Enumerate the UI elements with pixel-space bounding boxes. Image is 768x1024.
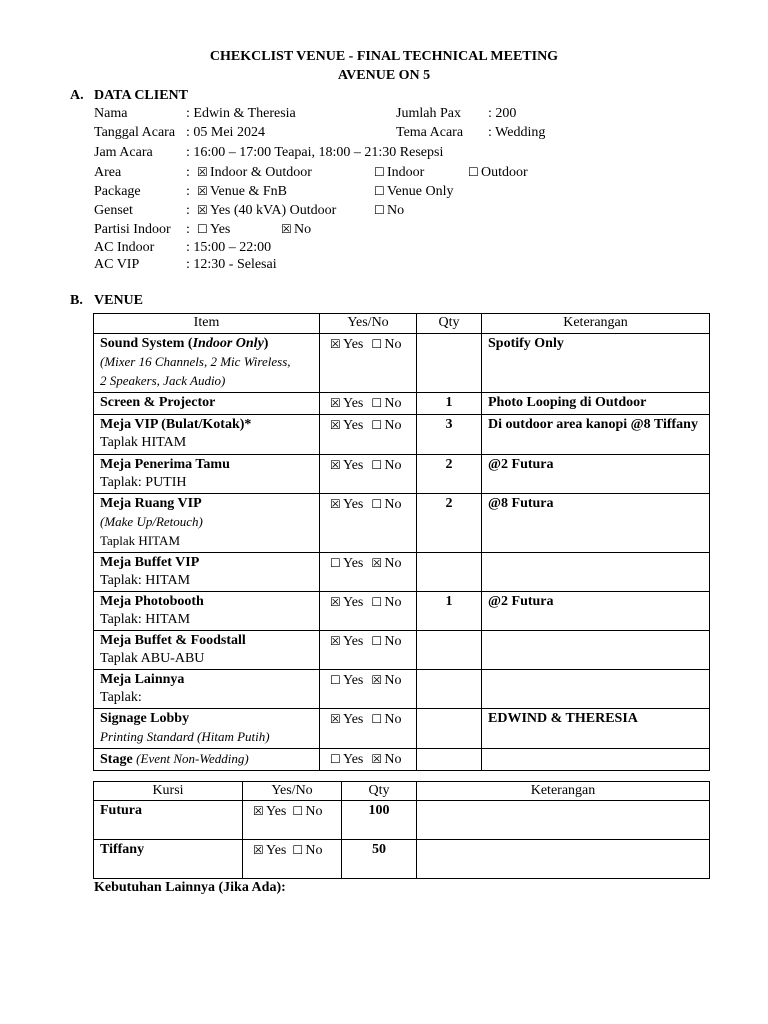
item-cell: Meja Penerima Tamu Taplak: PUTIH: [94, 455, 320, 494]
partisi-option-no[interactable]: ☒ No: [281, 222, 312, 237]
header-item: Item: [94, 314, 320, 334]
checkbox-checked-icon[interactable]: ☒: [371, 673, 383, 687]
checkbox-empty-icon[interactable]: ☐: [468, 165, 479, 179]
item-cell: Stage (Event Non-Wedding): [94, 749, 320, 771]
qty-cell: [417, 553, 482, 592]
header-keterangan: Keterangan: [417, 782, 710, 801]
section-a-number: A.: [70, 88, 84, 103]
keterangan-cell: [482, 553, 710, 592]
table-row: [94, 749, 710, 771]
venue-table: [93, 313, 710, 771]
section-b-title: VENUE: [94, 293, 144, 308]
checkbox-checked-icon[interactable]: ☒: [281, 222, 292, 236]
checkbox-checked-icon[interactable]: ☒: [330, 497, 341, 511]
keterangan-cell: [482, 631, 710, 670]
checkbox-empty-icon[interactable]: ☐: [371, 458, 383, 472]
section-b-number: B.: [70, 293, 83, 308]
checkbox-empty-icon[interactable]: ☐: [330, 752, 341, 766]
table-row: [94, 840, 710, 879]
nama-value: : Edwin & Theresia: [186, 106, 296, 121]
checkbox-empty-icon[interactable]: ☐: [371, 418, 383, 432]
checkbox-empty-icon[interactable]: ☐: [330, 673, 341, 687]
table-row: [94, 415, 710, 455]
keterangan-cell: [482, 670, 710, 709]
kursi-name-cell: Tiffany: [94, 840, 243, 879]
qty-cell: 100: [342, 801, 417, 840]
package-option-venue-fnb[interactable]: ☒ Venue & FnB: [197, 184, 287, 199]
checkbox-checked-icon[interactable]: ☒: [197, 203, 208, 217]
checkbox-empty-icon[interactable]: ☐: [371, 396, 383, 410]
header-yesno: Yes/No: [320, 314, 417, 334]
qty-cell: [417, 749, 482, 771]
yesno-cell: ☒ Yes ☐ No: [320, 334, 417, 393]
header-qty: Qty: [417, 314, 482, 334]
keterangan-cell: Photo Looping di Outdoor: [482, 393, 710, 415]
package-option-venue-only[interactable]: ☐ Venue Only: [374, 184, 454, 199]
keterangan-cell: Spotify Only: [482, 334, 710, 393]
tema-label: Tema Acara: [396, 125, 464, 140]
checkbox-checked-icon[interactable]: ☒: [253, 804, 264, 818]
yesno-cell: ☒ Yes ☐ No: [320, 709, 417, 749]
qty-cell: 1: [417, 393, 482, 415]
section-b-heading: [70, 293, 143, 309]
checkbox-checked-icon[interactable]: ☒: [330, 396, 341, 410]
yesno-cell: ☒ Yes ☐ No: [243, 801, 342, 840]
keterangan-cell: @8 Futura: [482, 494, 710, 553]
checkbox-empty-icon[interactable]: ☐: [374, 165, 385, 179]
ac-vip-value: : 12:30 - Selesai: [186, 257, 277, 272]
keterangan-cell: [482, 749, 710, 771]
qty-cell: 50: [342, 840, 417, 879]
qty-cell: 2: [417, 455, 482, 494]
checkbox-checked-icon[interactable]: ☒: [371, 556, 383, 570]
keterangan-cell: EDWIND & THERESIA: [482, 709, 710, 749]
kursi-table: [93, 781, 710, 879]
partisi-colon: :: [186, 222, 190, 237]
genset-option-yes[interactable]: ☒ Yes (40 kVA) Outdoor: [197, 203, 337, 218]
area-colon: :: [186, 165, 190, 180]
yesno-cell: ☒ Yes ☐ No: [320, 494, 417, 553]
item-cell: Signage Lobby Printing Standard (Hitam Putih): [94, 709, 320, 749]
checkbox-checked-icon[interactable]: ☒: [197, 184, 208, 198]
partisi-option-yes[interactable]: ☐ Yes: [197, 222, 231, 237]
table-row: [94, 455, 710, 494]
area-label: Area: [94, 165, 122, 180]
nama-label: Nama: [94, 106, 128, 121]
checkbox-empty-icon[interactable]: ☐: [292, 804, 304, 818]
header-yesno: Yes/No: [243, 782, 342, 801]
header-keterangan: Keterangan: [482, 314, 710, 334]
checkbox-empty-icon[interactable]: ☐: [197, 222, 208, 236]
genset-colon: :: [186, 203, 190, 218]
venue-table-header: [94, 314, 710, 334]
checkbox-checked-icon[interactable]: ☒: [330, 712, 341, 726]
other-needs-label: Kebutuhan Lainnya (Jika Ada):: [94, 880, 286, 895]
item-cell: Meja Photobooth Taplak: HITAM: [94, 592, 320, 631]
yesno-cell: ☐ Yes ☒ No: [320, 749, 417, 771]
qty-cell: 1: [417, 592, 482, 631]
ac-indoor-value: : 15:00 – 22:00: [186, 240, 272, 255]
item-cell: Meja VIP (Bulat/Kotak)* Taplak HITAM: [94, 415, 320, 455]
yesno-cell: ☐ Yes ☒ No: [320, 670, 417, 709]
yesno-cell: ☒ Yes ☐ No: [320, 631, 417, 670]
yesno-cell: ☒ Yes ☐ No: [320, 393, 417, 415]
area-option-indoor[interactable]: ☐ Indoor: [374, 165, 425, 180]
keterangan-cell: [417, 840, 710, 879]
qty-cell: 3: [417, 415, 482, 455]
section-a-title: DATA CLIENT: [94, 88, 189, 103]
tanggal-value: : 05 Mei 2024: [186, 125, 265, 140]
table-row: [94, 494, 710, 553]
checkbox-empty-icon[interactable]: ☐: [371, 634, 383, 648]
checkbox-empty-icon[interactable]: ☐: [330, 556, 341, 570]
checkbox-checked-icon[interactable]: ☒: [197, 165, 208, 179]
checkbox-empty-icon[interactable]: ☐: [371, 595, 383, 609]
table-row: [94, 801, 710, 840]
checkbox-empty-icon[interactable]: ☐: [371, 712, 383, 726]
jumlah-pax-label: Jumlah Pax: [396, 106, 461, 121]
table-row: [94, 709, 710, 749]
qty-cell: [417, 709, 482, 749]
table-row: [94, 393, 710, 415]
yesno-cell: ☒ Yes ☐ No: [320, 455, 417, 494]
ac-vip-label: AC VIP: [94, 257, 140, 272]
checkbox-checked-icon[interactable]: ☒: [330, 418, 341, 432]
area-option-outdoor[interactable]: ☐ Outdoor: [468, 165, 528, 180]
checkbox-empty-icon[interactable]: ☐: [371, 497, 383, 511]
item-cell: Screen & Projector: [94, 393, 320, 415]
checkbox-checked-icon[interactable]: ☒: [330, 634, 341, 648]
jam-label: Jam Acara: [94, 145, 153, 160]
checkbox-checked-icon[interactable]: ☒: [330, 595, 341, 609]
qty-cell: [417, 631, 482, 670]
yesno-cell: ☒ Yes ☐ No: [320, 415, 417, 455]
yesno-cell: ☒ Yes ☐ No: [320, 592, 417, 631]
jumlah-pax-value: : 200: [488, 106, 517, 121]
checkbox-checked-icon[interactable]: ☒: [330, 458, 341, 472]
genset-label: Genset: [94, 203, 133, 218]
item-cell: Meja Lainnya Taplak:: [94, 670, 320, 709]
checkbox-checked-icon[interactable]: ☒: [371, 752, 383, 766]
table-row: [94, 631, 710, 670]
package-colon: :: [186, 184, 190, 199]
checkbox-checked-icon[interactable]: ☒: [253, 843, 264, 857]
table-row: [94, 334, 710, 393]
tanggal-label: Tanggal Acara: [94, 125, 176, 140]
yesno-cell: ☒ Yes ☐ No: [243, 840, 342, 879]
item-cell: Meja Buffet & Foodstall Taplak ABU-ABU: [94, 631, 320, 670]
keterangan-cell: Di outdoor area kanopi @8 Tiffany: [482, 415, 710, 455]
section-a-heading: [70, 88, 188, 104]
keterangan-cell: @2 Futura: [482, 455, 710, 494]
kursi-name-cell: Futura: [94, 801, 243, 840]
kursi-table-header: [94, 782, 710, 801]
keterangan-cell: @2 Futura: [482, 592, 710, 631]
ac-indoor-label: AC Indoor: [94, 240, 155, 255]
area-option-indoor-outdoor[interactable]: ☒ Indoor & Outdoor: [197, 165, 312, 180]
header-qty: Qty: [342, 782, 417, 801]
yesno-cell: ☐ Yes ☒ No: [320, 553, 417, 592]
checkbox-checked-icon[interactable]: ☒: [330, 337, 341, 351]
checkbox-empty-icon[interactable]: ☐: [371, 337, 383, 351]
document-title: CHEKCLIST VENUE - FINAL TECHNICAL MEETING: [209, 49, 559, 64]
table-row: [94, 592, 710, 631]
table-row: [94, 553, 710, 592]
package-label: Package: [94, 184, 141, 199]
tema-value: : Wedding: [488, 125, 546, 140]
genset-option-no[interactable]: ☐ No: [374, 203, 405, 218]
qty-cell: [417, 334, 482, 393]
qty-cell: 2: [417, 494, 482, 553]
qty-cell: [417, 670, 482, 709]
checkbox-empty-icon[interactable]: ☐: [374, 184, 385, 198]
checkbox-empty-icon[interactable]: ☐: [374, 203, 385, 217]
partisi-label: Partisi Indoor: [94, 222, 171, 237]
item-cell: Sound System (Indoor Only) (Mixer 16 Channels, 2 Mic Wireless, 2 Speakers, Jack Audio): [94, 334, 320, 393]
item-cell: Meja Ruang VIP (Make Up/Retouch) Taplak HITAM: [94, 494, 320, 553]
item-cell: Meja Buffet VIP Taplak: HITAM: [94, 553, 320, 592]
keterangan-cell: [417, 801, 710, 840]
jam-value: : 16:00 – 17:00 Teapai, 18:00 – 21:30 Resepsi: [186, 145, 444, 160]
table-row: [94, 670, 710, 709]
header-kursi: Kursi: [94, 782, 243, 801]
checkbox-empty-icon[interactable]: ☐: [292, 843, 304, 857]
document-subtitle: AVENUE ON 5: [337, 68, 431, 83]
